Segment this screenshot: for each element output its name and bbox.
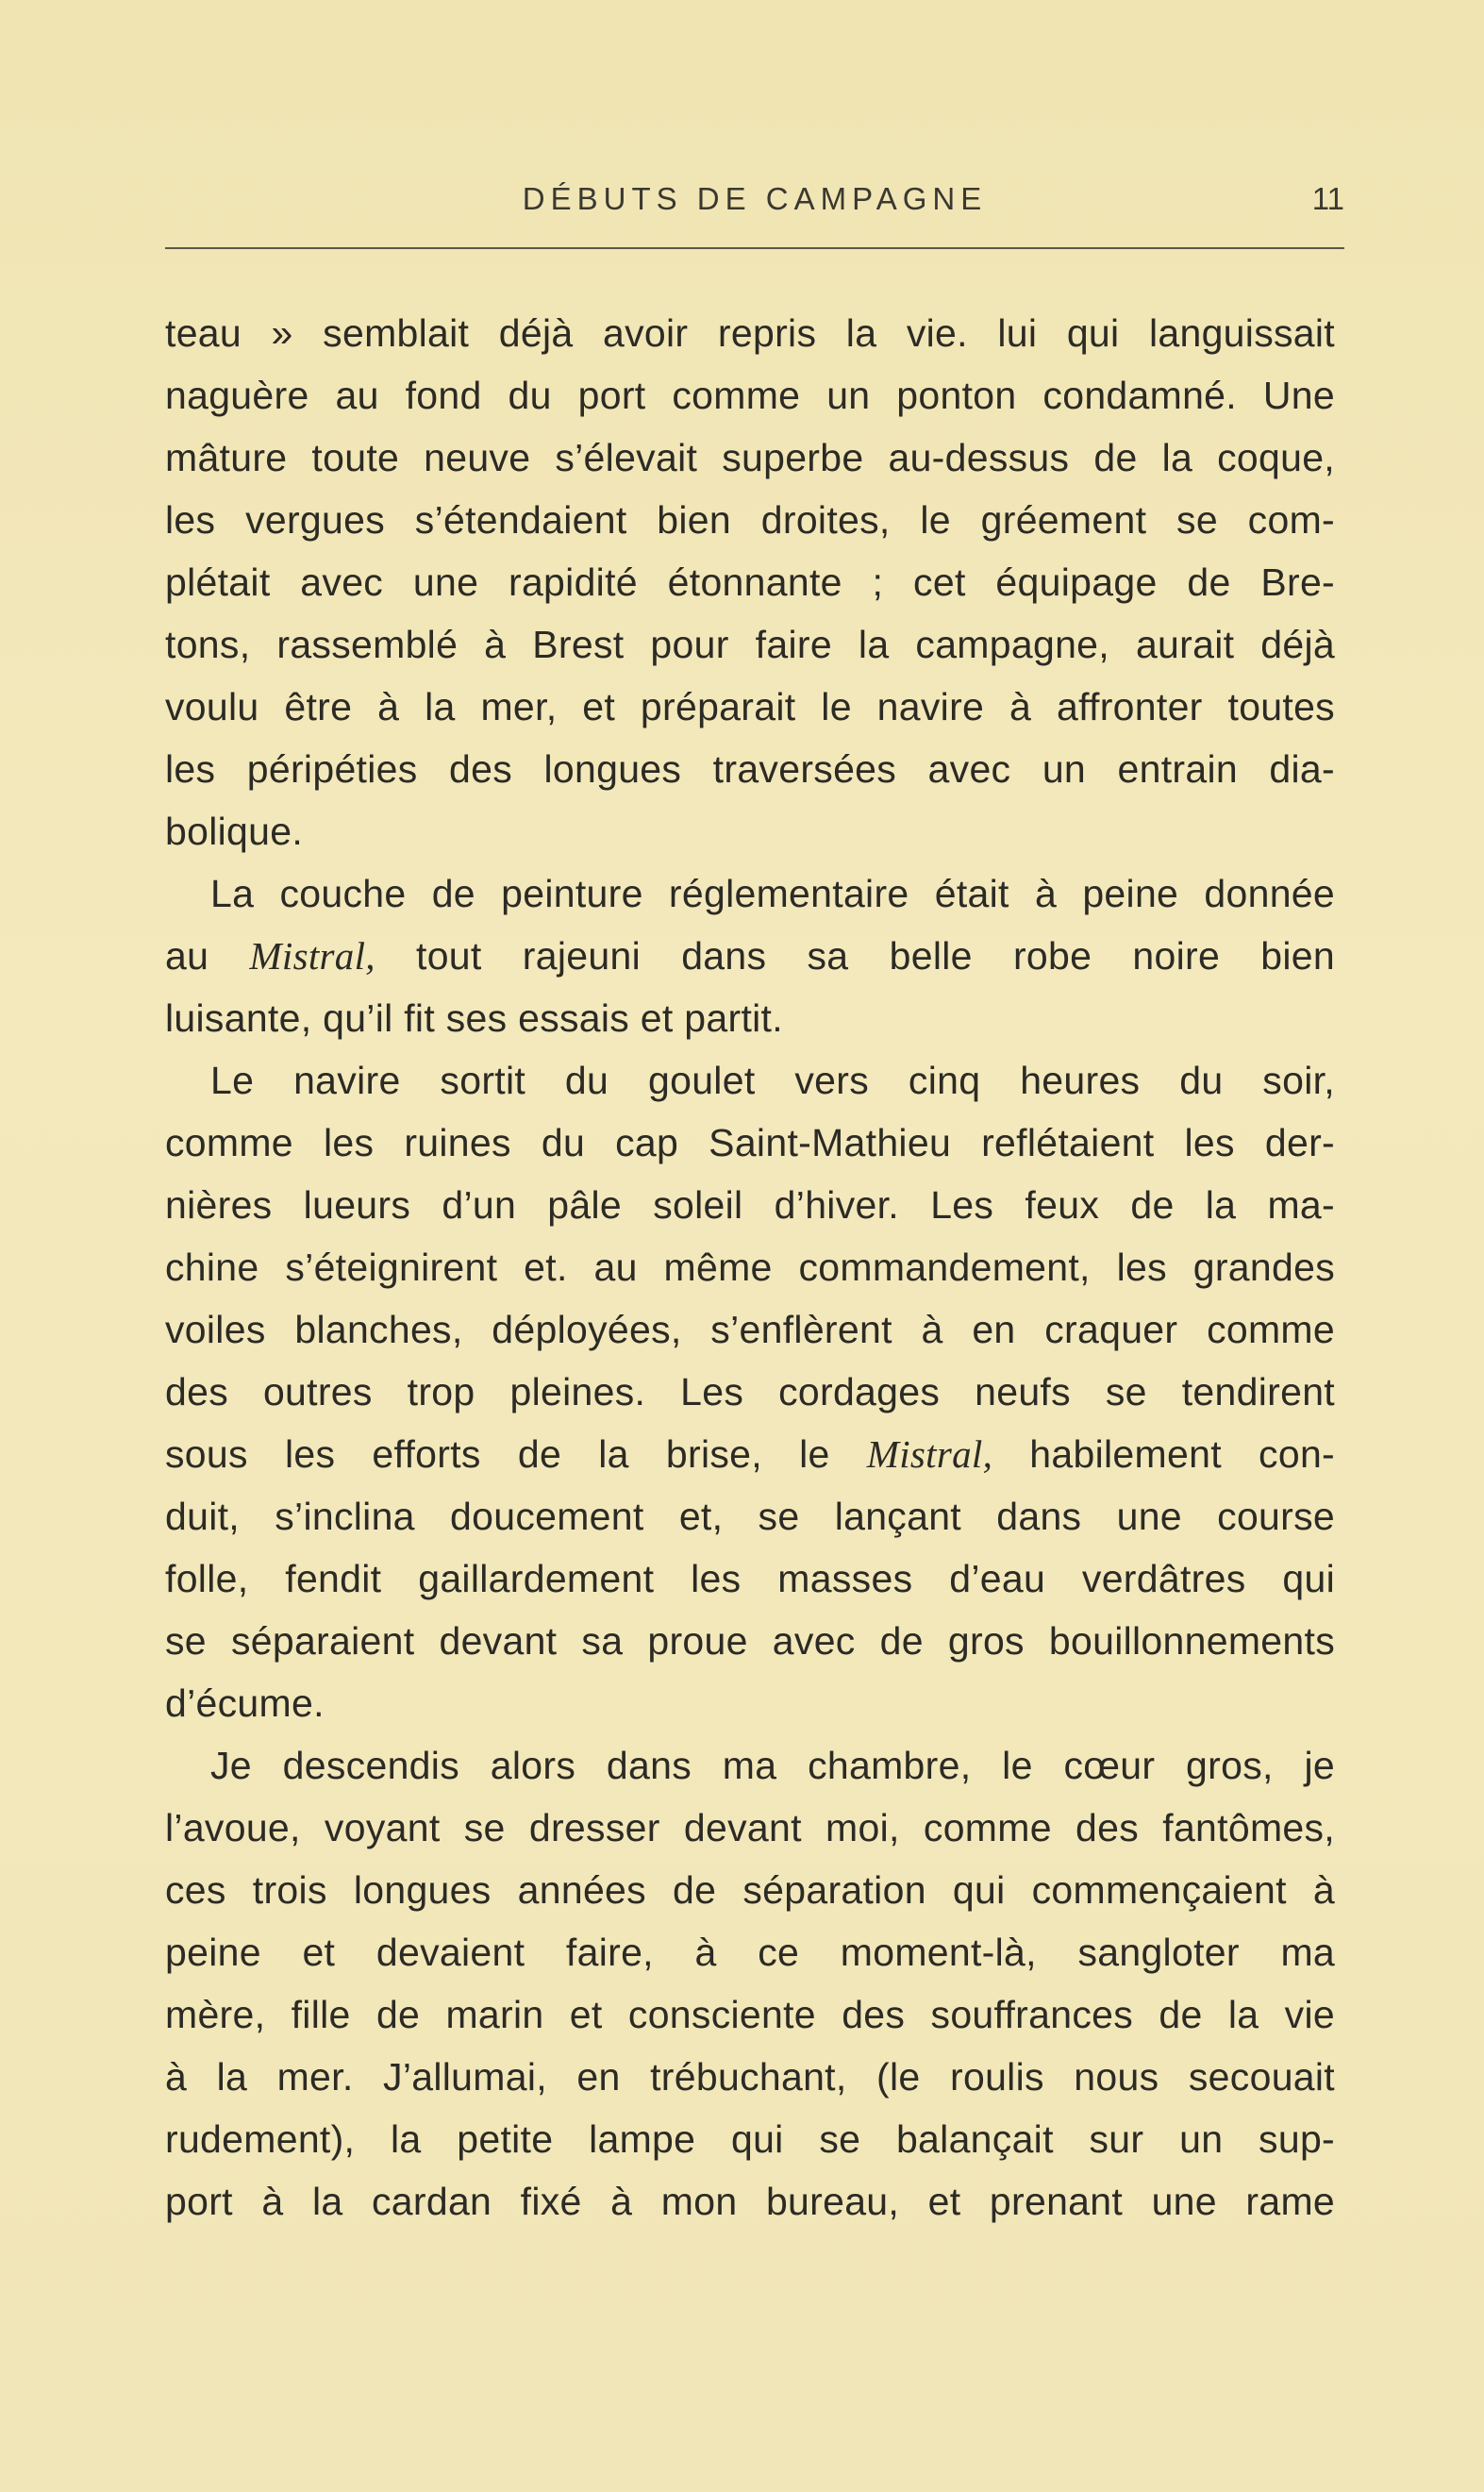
body-text xyxy=(165,302,1335,2233)
text-line: l’avoue, voyant se dresser devant moi, comme des fantômes, xyxy=(165,1806,1335,1849)
ship-name-italic: Mistral, xyxy=(866,1432,993,1476)
text-line: plétait avec une rapidité étonnante ; cet équipage de Bre- xyxy=(165,560,1335,604)
text-segment: sous les efforts de la brise, le xyxy=(165,1432,867,1476)
text-line: nières lueurs d’un pâle soleil d’hiver. Les feux de la ma- xyxy=(165,1183,1335,1227)
text-line: tons, rassemblé à Brest pour faire la campagne, aurait déjà xyxy=(165,623,1335,666)
header-rule xyxy=(165,247,1344,249)
text-line xyxy=(165,925,1335,987)
text-line: port à la cardan fixé à mon bureau, et prenant une rame xyxy=(165,2180,1335,2223)
text-line: d’écume. xyxy=(165,1681,325,1725)
text-line: Le navire sortit du goulet vers cinq heures du soir, xyxy=(210,1059,1335,1102)
text-line: folle, fendit gaillardement les masses d’eau verdâtres qui xyxy=(165,1557,1335,1600)
text-line: mâture toute neuve s’élevait superbe au-dessus de la coque, xyxy=(165,436,1335,479)
text-line: comme les ruines du cap Saint-Mathieu reflétaient les der- xyxy=(165,1121,1335,1164)
text-line: mère, fille de marin et consciente des souffrances de la vie xyxy=(165,1993,1335,2036)
text-line: à la mer. J’allumai, en trébuchant, (le roulis nous secouait xyxy=(165,2055,1335,2099)
text-line: rudement), la petite lampe qui se balançait sur un sup- xyxy=(165,2117,1335,2161)
text-line: La couche de peinture réglementaire était à peine donnée xyxy=(210,872,1335,915)
text-line: teau » semblait déjà avoir repris la vie. lui qui languissait xyxy=(165,311,1335,355)
text-line: voiles blanches, déployées, s’enflèrent à en craquer comme xyxy=(165,1308,1335,1351)
text-line: des outres trop pleines. Les cordages neufs se tendirent xyxy=(165,1370,1335,1413)
text-line: voulu être à la mer, et préparait le navire à affronter toutes xyxy=(165,685,1335,728)
text-line: duit, s’inclina doucement et, se lançant dans une course xyxy=(165,1495,1335,1538)
ship-name-italic: Mistral, xyxy=(249,934,375,978)
text-line xyxy=(165,1423,1335,1485)
text-line: luisante, qu’il fit ses essais et partit. xyxy=(165,996,783,1040)
text-line: bolique. xyxy=(165,810,304,853)
text-line: chine s’éteignirent et. au même commandement, les grandes xyxy=(165,1246,1335,1289)
text-line: ces trois longues années de séparation qui commençaient à xyxy=(165,1868,1335,1912)
text-line: se séparaient devant sa proue avec de gros bouillonnements xyxy=(165,1619,1335,1663)
running-title: DÉBUTS DE CAMPAGNE xyxy=(522,181,988,216)
text-line: peine et devaient faire, à ce moment-là, sangloter ma xyxy=(165,1931,1335,1974)
text-segment: tout rajeuni dans sa belle robe noire bien xyxy=(375,934,1335,978)
text-line: naguère au fond du port comme un ponton condamné. Une xyxy=(165,374,1335,417)
text-segment: au xyxy=(165,934,250,978)
text-line: les vergues s’étendaient bien droites, le gréement se com- xyxy=(165,498,1335,542)
text-line: les péripéties des longues traversées avec un entrain dia- xyxy=(165,747,1335,791)
text-segment: habilement con- xyxy=(992,1432,1335,1476)
page-number: 11 xyxy=(1311,181,1344,216)
text-line: Je descendis alors dans ma chambre, le cœur gros, je xyxy=(210,1744,1335,1787)
running-head xyxy=(165,181,1344,228)
